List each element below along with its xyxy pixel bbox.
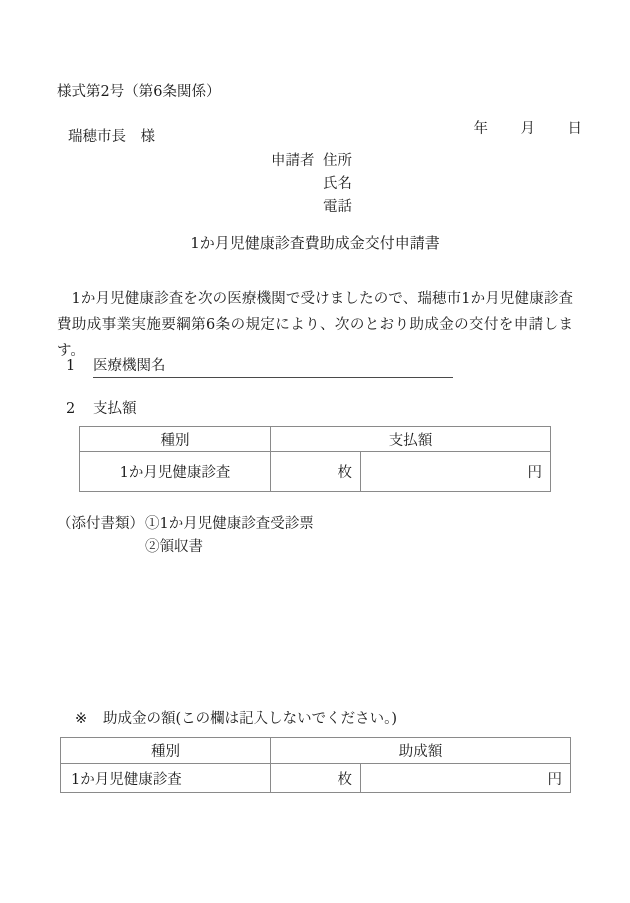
applicant-name-row bbox=[271, 173, 352, 196]
attachment-row-1 bbox=[57, 513, 314, 536]
attachments-lead-label: （添付書類） bbox=[57, 516, 144, 532]
item-2-number: 2 bbox=[66, 401, 76, 417]
subsidy-row-count-unit: 枚 bbox=[337, 771, 352, 788]
subsidy-row-count-cell bbox=[271, 764, 361, 793]
attachments-block bbox=[57, 513, 314, 559]
applicant-lead-label: 申請者 bbox=[271, 153, 315, 169]
subsidy-table-header-row bbox=[61, 738, 571, 764]
payment-row-type: 1か月児健康診査 bbox=[80, 452, 271, 492]
payment-row-count-cell[interactable] bbox=[271, 452, 361, 492]
attachment-row-2 bbox=[57, 536, 314, 559]
payment-header-amount: 支払額 bbox=[271, 427, 551, 452]
official-use-note bbox=[75, 712, 397, 727]
date-line bbox=[455, 107, 582, 151]
attachment-item-1: ①1か月児健康診査受診票 bbox=[145, 516, 314, 532]
subsidy-table-data-row bbox=[61, 764, 571, 793]
payment-row-amount-unit: 円 bbox=[527, 465, 542, 481]
item-1-number: 1 bbox=[66, 358, 76, 374]
body-paragraph: 1か月児健康診査を次の医療機関で受けましたので、瑞穂市1か月児健康診査費助成事業実施要綱第6条の規定により、次のとおり助成金の交付を申請します。 bbox=[57, 291, 573, 359]
payment-row-count-unit: 枚 bbox=[337, 465, 352, 481]
date-year-label: 年 bbox=[473, 120, 488, 137]
applicant-name-label: 氏名 bbox=[323, 176, 352, 192]
note-mark-icon: ※ bbox=[75, 711, 88, 727]
attachment-item-2: ②領収書 bbox=[145, 539, 203, 555]
applicant-address-row bbox=[271, 150, 352, 173]
subsidy-table bbox=[60, 737, 571, 793]
subsidy-header-type: 種別 bbox=[61, 738, 271, 764]
form-number: 様式第2号（第6条関係） bbox=[57, 84, 221, 100]
item-2-payment-amount bbox=[66, 402, 137, 417]
item-1-label-underlined: 医療機関名 bbox=[93, 359, 453, 378]
payment-table-header-row bbox=[80, 427, 551, 452]
applicant-phone-label: 電話 bbox=[323, 199, 352, 215]
addressee: 瑞穂市長 様 bbox=[68, 129, 155, 145]
document-title: 1か月児健康診査費助成金交付申請書 bbox=[190, 234, 440, 252]
applicant-block bbox=[271, 150, 352, 219]
subsidy-header-amount: 助成額 bbox=[271, 738, 571, 764]
item-2-label: 支払額 bbox=[93, 401, 137, 417]
item-1-medical-institution bbox=[66, 359, 453, 378]
payment-table-data-row bbox=[80, 452, 551, 492]
subsidy-row-type: 1か月児健康診査 bbox=[61, 764, 271, 793]
applicant-phone-row bbox=[271, 196, 352, 219]
payment-table bbox=[79, 426, 551, 492]
date-month-label: 月 bbox=[520, 120, 535, 137]
note-text: 助成金の額(この欄は記入しないでください。) bbox=[103, 711, 398, 727]
payment-row-amount-cell[interactable] bbox=[361, 452, 551, 492]
subsidy-row-amount-cell bbox=[361, 764, 571, 793]
applicant-address-label: 住所 bbox=[323, 153, 352, 169]
payment-header-type: 種別 bbox=[80, 427, 271, 452]
subsidy-row-amount-unit: 円 bbox=[547, 771, 562, 788]
date-day-label: 日 bbox=[567, 120, 582, 137]
